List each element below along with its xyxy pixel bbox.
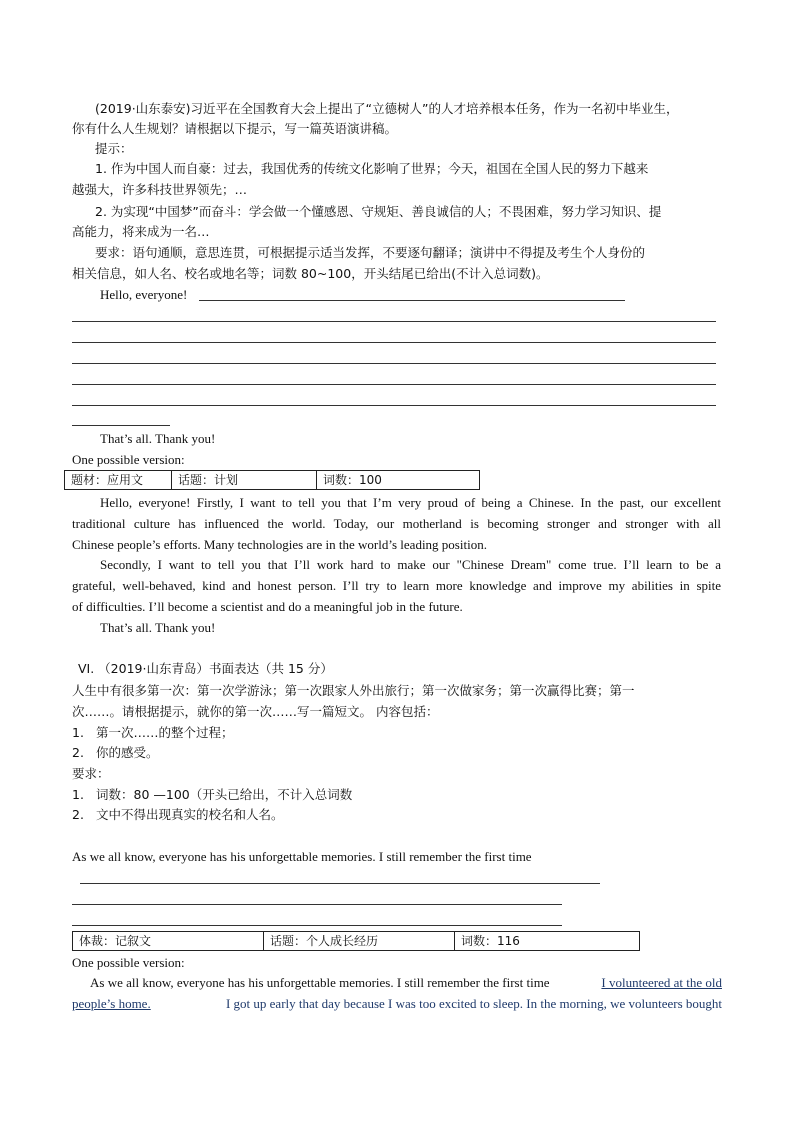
answer-underlined-text: people’s home.: [72, 996, 151, 1011]
meta-word-count: 词数：116: [455, 932, 640, 951]
requirement-num: 2.: [72, 807, 84, 822]
prompt-intro-line1: (2019·山东泰安)习近平在全国教育大会上提出了“立德树人”的人才培养根本任务，作为一名初中毕业生，: [95, 101, 679, 116]
content-item-num: 2.: [72, 745, 84, 760]
answer-closing: That’s all. Thank you!: [100, 620, 216, 635]
answer-meta-table: [72, 931, 640, 951]
requirements-line2: 相关信息，如人名、校名或地名等；词数 80~100，开头结尾已给出(不计入总词数)。: [72, 266, 549, 281]
answer-text: As we all know, everyone has his unforgettable memories. I still remember the first time: [90, 975, 550, 990]
requirements-line1: 要求：语句通顺，意思连贯，可根据提示适当发挥，不要逐句翻译；演讲中不得提及考生个人身份的: [95, 245, 646, 260]
hint-label: 提示：: [95, 141, 133, 156]
requirement-text: 文中不得出现真实的校名和人名。: [96, 807, 284, 822]
requirement-num: 1.: [72, 787, 84, 802]
answer-underlined-text: I volunteered at the old: [601, 975, 722, 990]
answer-line: [72, 363, 716, 364]
answer-para1-line1: Hello, everyone! Firstly, I want to tell you that I’m very proud of being a Chinese. In the past, our excellent: [100, 495, 721, 510]
answer-para2-line2: grateful, well-behaved, kind and honest person. I’ll try to learn more knowledge and improve my abilities in spite: [72, 578, 721, 593]
answer-line2: [72, 995, 722, 1013]
answer-meta-table: [64, 470, 480, 490]
answer-line: [72, 321, 716, 322]
requirement-text: 词数：80 —100（开头已给出，不计入总词数: [96, 787, 353, 802]
answer-para2-line1: Secondly, I want to tell you that I’ll work hard to make our "Chinese Dream" come true. I’ll learn to be a: [100, 557, 721, 572]
possible-version-label: One possible version:: [72, 955, 185, 970]
answer-line: [72, 342, 716, 343]
answer-line: [80, 883, 600, 884]
meta-topic: 话题：个人成长经历: [264, 932, 455, 951]
answer-line: [72, 425, 170, 426]
task-intro-line1: 人生中有很多第一次：第一次学游泳；第一次跟家人外出旅行；第一次做家务；第一次赢得比赛；第一: [72, 683, 635, 698]
possible-version-label: One possible version:: [72, 452, 185, 467]
prompt-intro-line2: 你有什么人生规划？请根据以下提示，写一篇英语演讲稿。: [72, 121, 398, 136]
answer-para1-line2: traditional culture has influenced the world. Today, our motherland is becoming stronger and stronger with all: [72, 516, 721, 531]
requirements-label: 要求：: [72, 766, 110, 781]
meta-genre: 体裁：记叙文: [73, 932, 264, 951]
answer-line: [199, 300, 625, 301]
speech-closing: That’s all. Thank you!: [100, 431, 216, 446]
meta-word-count: 词数：100: [317, 471, 480, 490]
meta-topic: 话题：计划: [172, 471, 317, 490]
answer-para1-line3: Chinese people’s efforts. Many technologies are in the world’s leading position.: [72, 537, 487, 552]
hint1-line1: 1. 作为中国人而自豪：过去，我国优秀的传统文化影响了世界；今天，祖国在全国人民的努力下越来: [95, 161, 649, 176]
content-item-text: 第一次……的整个过程；: [96, 725, 234, 740]
answer-line: [72, 925, 562, 926]
answer-line: [72, 405, 716, 406]
answer-line: [72, 384, 716, 385]
hint2-line2: 高能力，将来成为一名…: [72, 224, 210, 239]
section-title: VI. （2019·山东青岛）书面表达（共 15 分）: [78, 661, 333, 676]
content-item-num: 1.: [72, 725, 84, 740]
hint1-line2: 越强大，许多科技世界领先；…: [72, 182, 248, 197]
answer-para2-line3: of difficulties. I’ll become a scientist and do a meaningful job in the future.: [72, 599, 463, 614]
speech-opening: Hello, everyone!: [100, 287, 188, 302]
essay-opening-sentence: As we all know, everyone has his unforgettable memories. I still remember the first time: [72, 849, 532, 864]
content-item-text: 你的感受。: [96, 745, 159, 760]
meta-genre: 题材：应用文: [65, 471, 172, 490]
answer-line: [72, 904, 562, 905]
answer-text: I got up early that day because I was too excited to sleep. In the morning, we volunteers bought: [225, 996, 722, 1011]
hint2-line1: 2. 为实现“中国梦”而奋斗：学会做一个懂感恩、守规矩、善良诚信的人；不畏困难，努力学习知识、提: [95, 204, 662, 219]
answer-line1: [90, 974, 722, 992]
task-intro-line2: 次……。请根据提示，就你的第一次……写一篇短文。 内容包括：: [72, 704, 439, 719]
